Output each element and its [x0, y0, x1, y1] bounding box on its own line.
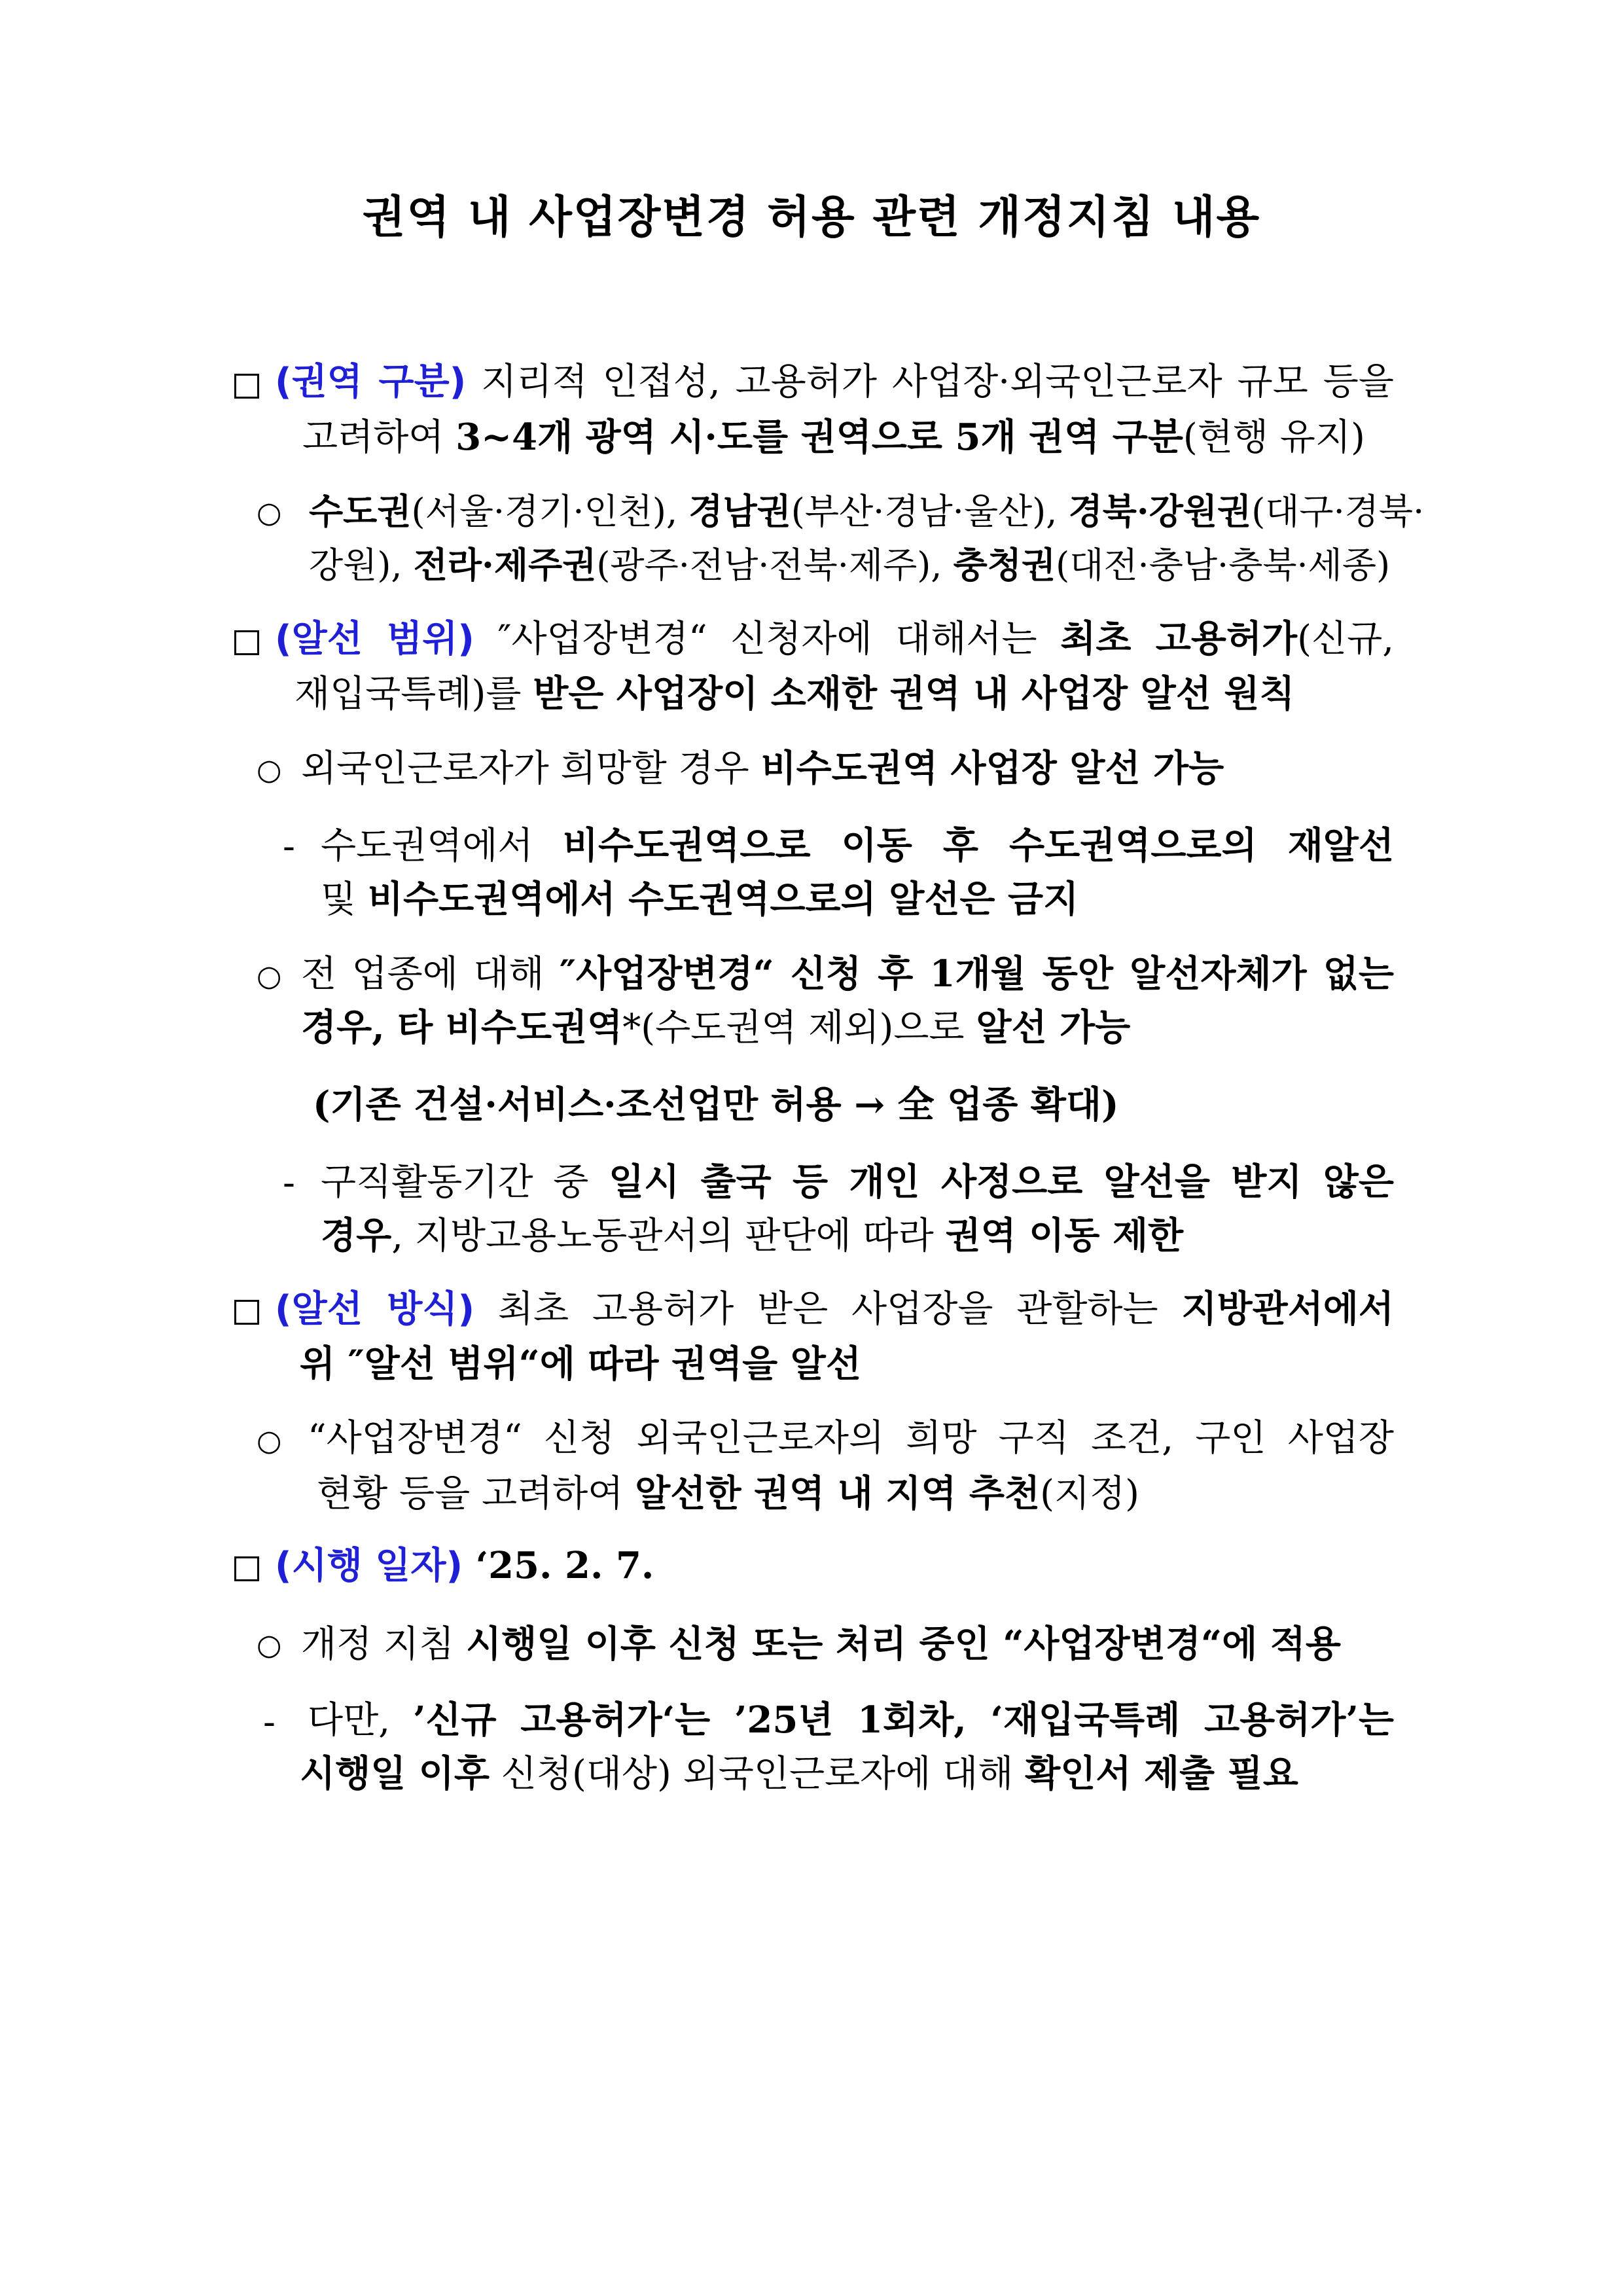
section-2-item-2-line-1: 전 업종에 대해 ″사업장변경“ 신청 후 1개월 동안 알선자체가 없는 [301, 952, 1394, 996]
section-box-icon [234, 374, 259, 399]
circle-bullet-icon: ○ [257, 1424, 282, 1458]
section-4-item-1: 개정 지침 시행일 이후 신청 또는 처리 중인 “사업장변경“에 적용 [301, 1623, 1341, 1666]
circle-bullet-icon: ○ [257, 753, 282, 787]
section-4-sub-1-line-2: 시행일 이후 신청(대상) 외국인근로자에 대해 확인서 제출 필요 [300, 1752, 1298, 1795]
section-2-item-2-line-2: 경우, 타 비수도권역*(수도권역 제외)으로 알선 가능 [301, 1006, 1131, 1049]
section-4-label: (시행 일자) [275, 1545, 463, 1587]
circle-bullet-icon: ○ [257, 1628, 282, 1662]
section-4-sub-1-line-1: 다만, ’신규 고용허가‘는 ’25년 1회차, ‘재입국특례 고용허가’는 [308, 1698, 1394, 1742]
circle-bullet-icon: ○ [257, 960, 282, 993]
section-3-item-1-line-2: 현황 등을 고려하여 알선한 권역 내 지역 추천(지정) [317, 1472, 1140, 1515]
page-title: 권역 내 사업장변경 허용 관련 개정지침 내용 [362, 192, 1261, 243]
section-2-line-1: (알선 범위) ″사업장변경“ 신청자에 대해서는 최초 고용허가(신규, [275, 617, 1394, 660]
dash-bullet-icon: - [283, 825, 295, 868]
dash-bullet-icon: - [283, 1162, 295, 1204]
section-3-line-1: (알선 방식) 최초 고용허가 받은 사업장을 관할하는 지방관서에서 [275, 1287, 1394, 1331]
expansion-note: (기존 건설·서비스·조선업만 허용 → 全 업종 확대) [313, 1083, 1119, 1126]
section-4-line-1: (시행 일자) ‘25. 2. 7. [275, 1544, 654, 1587]
region-list-line-2: 강원), 전라·제주권(광주·전남·전북·제주), 충청권(대전·충남·충북·세종) [309, 544, 1391, 586]
section-2-item-1: 외국인근로자가 희망할 경우 비수도권역 사업장 알선 가능 [301, 747, 1224, 790]
region-list-line-1: 수도권(서울·경기·인천), 경남권(부산·경남·울산), 경북·강원권(대구·경북· [309, 490, 1425, 532]
section-box-icon [234, 1300, 259, 1325]
section-2-sub-1-line-1: 수도권역에서 비수도권역으로 이동 후 수도권역으로의 재알선 [321, 824, 1394, 867]
section-2-line-2: 재입국특례)를 받은 사업장이 소재한 권역 내 사업장 알선 원칙 [294, 672, 1295, 715]
section-3-line-2: 위 ″알선 범위“에 따라 권역을 알선 [300, 1342, 861, 1386]
section-1-line-1: (권역 구분) 지리적 인접성, 고용허가 사업장·외국인근로자 규모 등을 [275, 361, 1394, 403]
section-2-sub-2-line-1: 구직활동기간 중 일시 출국 등 개인 사정으로 알선을 받지 않은 [321, 1160, 1394, 1204]
circle-bullet-icon: ○ [257, 496, 282, 529]
section-2-label: (알선 범위) [275, 618, 474, 660]
section-box-icon [234, 1556, 259, 1581]
section-2-sub-1-line-2: 및 비수도권역에서 수도권역으로의 알선은 금지 [321, 878, 1079, 921]
section-box-icon [234, 630, 259, 655]
section-3-label: (알선 방식) [275, 1288, 475, 1331]
dash-bullet-icon: - [263, 1701, 276, 1744]
section-1-line-2: 고려하여 3~4개 광역 시·도를 권역으로 5개 권역 구분(현행 유지) [302, 416, 1365, 459]
section-2-sub-2-line-2: 경우, 지방고용노동관서의 판단에 따라 권역 이동 제한 [321, 1214, 1184, 1257]
section-1-label: (권역 구분) [275, 361, 467, 403]
section-3-item-1-line-1: “사업장변경“ 신청 외국인근로자의 희망 구직 조건, 구인 사업장 [308, 1417, 1394, 1460]
